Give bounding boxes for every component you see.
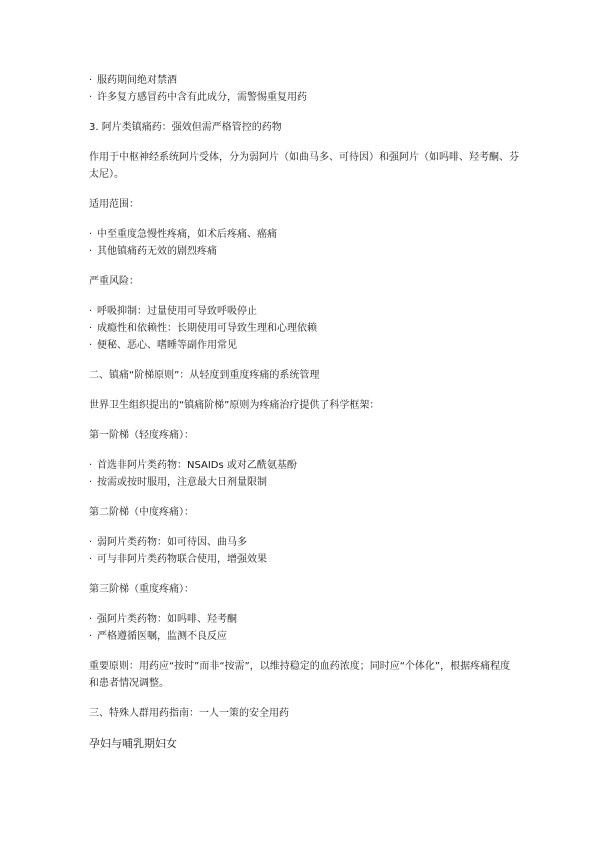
list-item — [89, 89, 519, 106]
step2-label: 第二阶梯（中度疼痛）： — [89, 507, 194, 518]
list-item-text: 可与非阿片类药物联合使用，增强效果 — [97, 554, 267, 565]
list-item — [89, 611, 519, 628]
bullet-glyph: · — [89, 537, 93, 548]
list-item-text: 中至重度急慢性疼痛，如术后疼痛、癌痛 — [97, 229, 277, 240]
bullet-glyph: · — [89, 460, 93, 471]
list-item — [89, 320, 519, 337]
bullet-glyph: · — [89, 340, 93, 351]
list-item-text: 呼吸抑制：过量使用可导致呼吸停止 — [97, 306, 257, 317]
list-item-text: 成瘾性和依赖性：长期使用可导致生理和心理依赖 — [97, 323, 317, 334]
step3-label: 第三阶梯（重度疼痛）： — [89, 584, 194, 595]
list-item — [89, 628, 519, 645]
step1-label: 第一阶梯（轻度疼痛）： — [89, 430, 194, 441]
list-item-text: 服药期间绝对禁酒 — [97, 75, 177, 86]
principle-paragraph: 重要原则：用药应“按时”而非“按需”，以维持稳定的血药浓度；同时应“个体化”，根据疼痛程度和患者情况调整。 — [89, 661, 511, 689]
special-section-title: 三、特殊人群用药指南：一人一策的安全用药 — [89, 708, 289, 719]
list-item — [89, 72, 519, 89]
list-item — [89, 303, 519, 320]
list-item — [89, 226, 519, 243]
list-item — [89, 551, 519, 568]
bullet-glyph: · — [89, 554, 93, 565]
step1-list — [89, 457, 519, 491]
bullet-glyph: · — [89, 92, 93, 103]
list-item — [89, 474, 519, 491]
list-item — [89, 337, 519, 354]
bullet-glyph: · — [89, 323, 93, 334]
ladder-title: 二、镇痛“阶梯原则”：从轻度到重度疼痛的系统管理 — [89, 370, 320, 381]
list-item-text: 按需或按时服用，注意最大日剂量限制 — [97, 477, 267, 488]
document-content — [89, 72, 519, 752]
list-item-text: 首选非阿片类药物：NSAIDs 或对乙酰氨基酚 — [97, 460, 297, 471]
section3-intro: 作用于中枢神经系统阿片受体，分为弱阿片（如曲马多、可待因）和强阿片（如吗啡、羟考酮、芬太尼）。 — [89, 152, 519, 180]
risk-label: 严重风险： — [89, 276, 139, 287]
bullet-glyph: · — [89, 477, 93, 488]
bullet-glyph: · — [89, 614, 93, 625]
list-item-text: 便秘、恶心、嗜睡等副作用常见 — [97, 340, 237, 351]
bullet-glyph: · — [89, 631, 93, 642]
ladder-intro: 世界卫生组织提出的“镇痛阶梯”原则为疼痛治疗提供了科学框架： — [89, 400, 380, 411]
list-item — [89, 457, 519, 474]
bullet-glyph: · — [89, 306, 93, 317]
list-item — [89, 534, 519, 551]
scope-label: 适用范围： — [89, 199, 139, 210]
list-item — [89, 243, 519, 260]
step2-list — [89, 534, 519, 568]
bullet-glyph: · — [89, 75, 93, 86]
bullet-glyph: · — [89, 246, 93, 257]
pregnant-label: 孕妇与哺乳期妇女 — [89, 737, 177, 750]
step3-list — [89, 611, 519, 645]
list-item-text: 许多复方感冒药中含有此成分，需警惕重复用药 — [97, 92, 307, 103]
list-item-text: 强阿片类药物：如吗啡、羟考酮 — [97, 614, 237, 625]
list-item-text: 严格遵循医嘱，监测不良反应 — [97, 631, 227, 642]
scope-list — [89, 226, 519, 260]
list-item-text: 弱阿片类药物：如可待因、曲马多 — [97, 537, 247, 548]
warning-list — [89, 72, 519, 106]
list-item-text: 其他镇痛药无效的剧烈疼痛 — [97, 246, 217, 257]
bullet-glyph: · — [89, 229, 93, 240]
risk-list — [89, 303, 519, 354]
section3-title: 3. 阿片类镇痛药：强效但需严格管控的药物 — [89, 122, 282, 133]
